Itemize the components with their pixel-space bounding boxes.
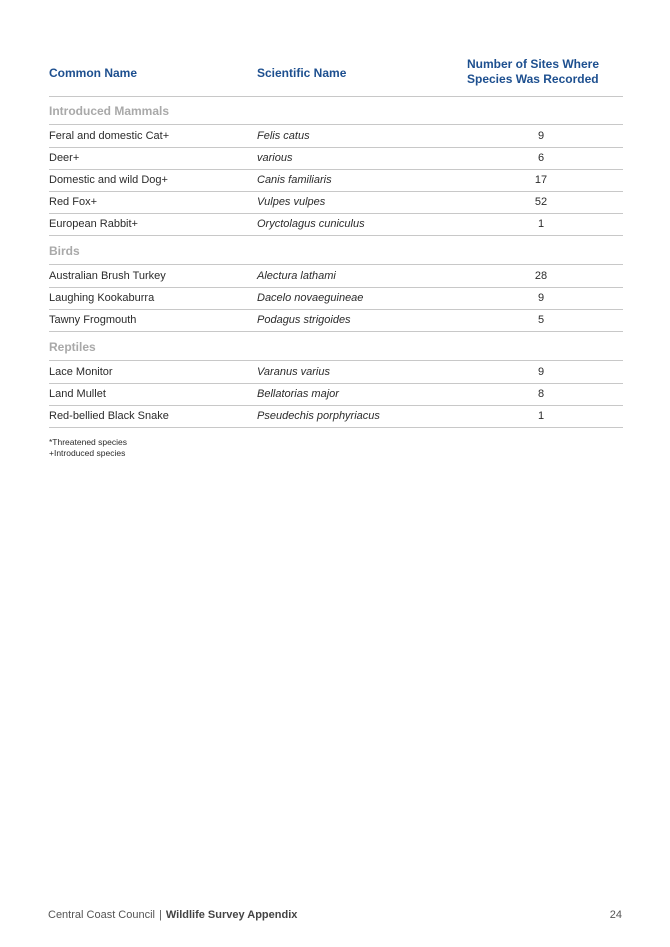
common-name-cell: Domestic and wild Dog+	[49, 174, 168, 186]
header-number-line-1: Number of Sites Where	[467, 57, 600, 71]
table-row	[49, 147, 623, 170]
sites-count-cell: 8	[537, 388, 545, 400]
sites-count-cell: 9	[537, 130, 545, 142]
common-name-cell: Australian Brush Turkey	[49, 270, 166, 282]
sites-count-cell: 1	[537, 410, 545, 422]
common-name-cell: European Rabbit+	[49, 218, 138, 230]
sites-count-cell: 6	[537, 152, 545, 164]
table-row	[49, 309, 623, 332]
header-number-line-2: Species Was Recorded	[467, 72, 599, 86]
footer-doc-title: Wildlife Survey Appendix	[165, 909, 298, 921]
sites-count-cell: 1	[537, 218, 545, 230]
table-row	[49, 287, 623, 310]
table-row	[49, 125, 623, 148]
table-row	[49, 213, 623, 236]
page-number: 24	[609, 909, 622, 921]
group-reptiles	[49, 333, 623, 361]
scientific-name-cell: Podagus strigoides	[257, 314, 351, 326]
common-name-cell: Deer+	[49, 152, 80, 164]
scientific-name-cell: Oryctolagus cuniculus	[257, 218, 365, 230]
scientific-name-cell: Dacelo novaeguineae	[257, 292, 364, 304]
table-row	[49, 265, 623, 288]
group-introduced-mammals	[49, 97, 623, 125]
threatened-note: *Threatened species	[49, 437, 127, 447]
common-name-cell: Land Mullet	[49, 388, 106, 400]
table-row	[49, 405, 623, 428]
scientific-name-cell: Alectura lathami	[257, 270, 336, 282]
common-name-cell: Tawny Frogmouth	[49, 314, 137, 326]
scientific-name-cell: various	[257, 152, 293, 164]
header-common-name: Common Name	[49, 66, 138, 80]
scientific-name-cell: Pseudechis porphyriacus	[257, 410, 380, 422]
group-birds	[49, 237, 623, 265]
header-number-of-sites	[467, 57, 627, 87]
sites-count-cell: 9	[537, 292, 545, 304]
common-name-cell: Red-bellied Black Snake	[49, 410, 169, 422]
group-title: Birds	[49, 244, 80, 258]
table-row	[49, 191, 623, 214]
table-footnotes	[49, 437, 127, 459]
sites-count-cell: 52	[534, 196, 548, 208]
sites-count-cell: 5	[537, 314, 545, 326]
common-name-cell: Lace Monitor	[49, 366, 113, 378]
introduced-note: +Introduced species	[49, 448, 126, 458]
scientific-name-cell: Varanus varius	[257, 366, 330, 378]
footer-org: Central Coast Council	[48, 909, 155, 921]
scientific-name-cell: Vulpes vulpes	[257, 196, 326, 208]
common-name-cell: Feral and domestic Cat+	[49, 130, 170, 142]
scientific-name-cell: Bellatorias major	[257, 388, 339, 400]
table-header	[49, 52, 623, 97]
sites-count-cell: 17	[534, 174, 548, 186]
page-footer	[48, 909, 297, 921]
footer-separator: |	[159, 909, 162, 921]
header-scientific-name: Scientific Name	[257, 66, 347, 80]
sites-count-cell: 28	[534, 270, 548, 282]
scientific-name-cell: Felis catus	[257, 130, 310, 142]
table-row	[49, 383, 623, 406]
sites-count-cell: 9	[537, 366, 545, 378]
common-name-cell: Laughing Kookaburra	[49, 292, 155, 304]
group-title: Introduced Mammals	[49, 104, 170, 118]
common-name-cell: Red Fox+	[49, 196, 97, 208]
table-row	[49, 361, 623, 384]
group-title: Reptiles	[49, 340, 96, 354]
table-row	[49, 169, 623, 192]
scientific-name-cell: Canis familiaris	[257, 174, 332, 186]
